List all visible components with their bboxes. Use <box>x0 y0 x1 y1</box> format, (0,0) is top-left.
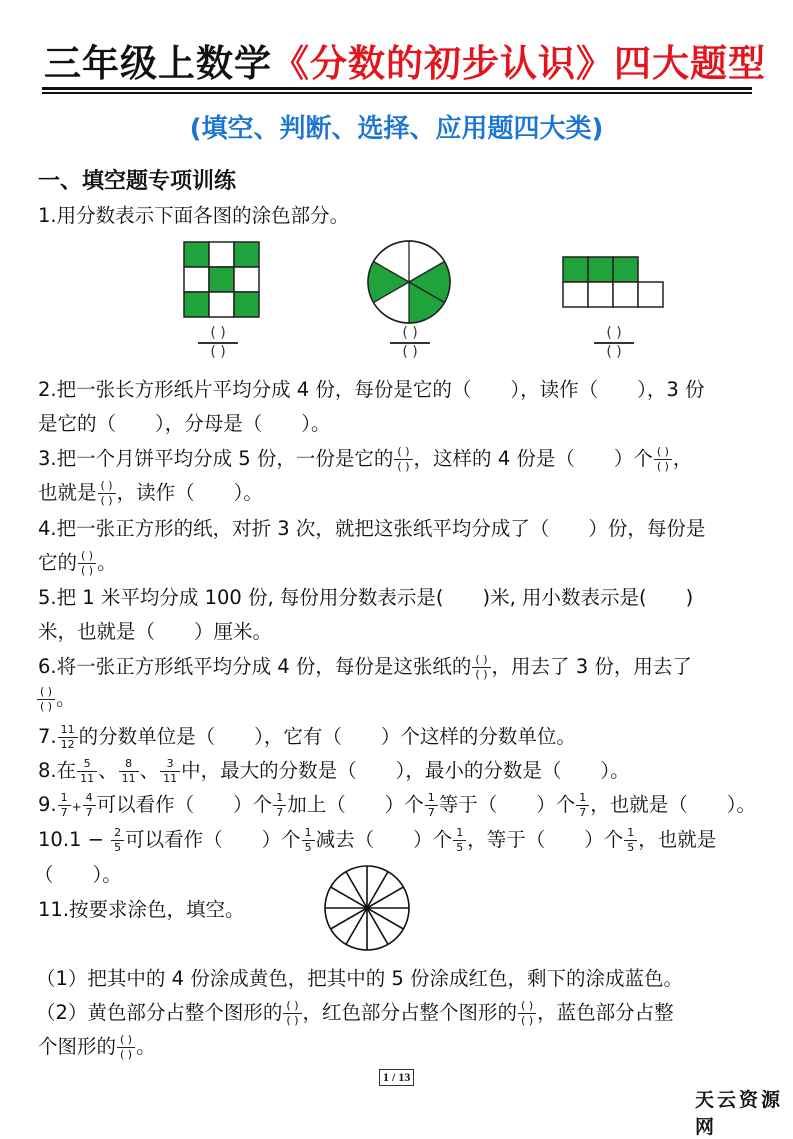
q7-number: 7. <box>38 725 57 748</box>
q3-text: ，读作（ ）。 <box>116 481 263 504</box>
q6-text: ，用去了 3 份，用去了 <box>491 655 692 678</box>
q9-text: ，也就是（ ）。 <box>590 793 756 816</box>
blank-fraction[interactable] <box>518 1000 536 1027</box>
numerator: 1 <box>456 826 464 839</box>
fraction <box>58 792 71 819</box>
numerator: ( ) <box>521 999 534 1012</box>
q10-text: ，也就是 <box>638 828 717 851</box>
numerator: 1 <box>60 791 68 804</box>
blank-fraction[interactable] <box>283 1000 301 1027</box>
title-topic: 《分数的初步认识》四大题型 <box>272 42 766 85</box>
q9-number: 9. <box>38 793 57 816</box>
blank-fraction[interactable] <box>472 654 490 681</box>
fraction <box>273 792 286 819</box>
watermark: 天云资源网 <box>695 1089 784 1138</box>
plus-sign: + <box>71 800 82 814</box>
numerator: 1 <box>427 791 435 804</box>
denominator: 5 <box>304 841 312 854</box>
denominator-blank[interactable]: ( ) <box>606 343 622 360</box>
numerator: 1 <box>276 791 284 804</box>
q11-text: ，红色部分占整个图形的 <box>302 1001 518 1024</box>
q9-text: 等于（ ）个 <box>438 793 576 816</box>
question-2-line-2: 是它的（ ），分母是（ ）。 <box>38 412 331 435</box>
denominator: 5 <box>114 841 122 854</box>
fraction <box>453 827 466 854</box>
question-6-line-1 <box>38 650 692 684</box>
numerator: 1 <box>579 791 587 804</box>
denominator: 7 <box>579 806 587 819</box>
numerator: ( ) <box>40 685 53 698</box>
numerator: ( ) <box>120 1033 133 1046</box>
question-11-part-2-line-2 <box>38 1030 156 1064</box>
denominator: 11 <box>121 772 136 785</box>
question-10-line-2: （ ）。 <box>34 863 122 886</box>
blank-fraction[interactable] <box>394 446 412 473</box>
numerator: 1 <box>304 826 312 839</box>
denominator: ( ) <box>100 494 113 507</box>
numerator-blank[interactable]: ( ) <box>402 325 418 341</box>
q11-text: ，蓝色部分占整 <box>537 1001 674 1024</box>
twelve-part-circle[interactable] <box>322 863 412 953</box>
question-10-line-1 <box>38 823 716 857</box>
q3-text: ， <box>672 447 693 470</box>
denominator-blank[interactable]: ( ) <box>402 343 418 360</box>
fraction <box>83 792 96 819</box>
denominator: ( ) <box>286 1014 299 1027</box>
q3-text: 3.把一个月饼平均分成 5 份，一份是它的 <box>38 447 394 470</box>
title-underline-thin <box>42 92 752 94</box>
fraction <box>624 827 637 854</box>
fraction <box>425 792 438 819</box>
blank-fraction[interactable] <box>37 686 55 713</box>
q9-text: 可以看作（ ）个 <box>96 793 273 816</box>
question-9 <box>38 788 756 824</box>
denominator: 7 <box>85 806 93 819</box>
denominator: ( ) <box>120 1048 133 1061</box>
answer-fraction-3[interactable] <box>594 326 634 360</box>
q7-text: 的分数单位是（ ），它有（ ）个这样的分数单位。 <box>78 725 576 748</box>
numerator: 11 <box>60 723 75 736</box>
denominator: 7 <box>427 806 435 819</box>
question-6-line-2 <box>36 682 76 716</box>
question-7 <box>38 720 576 754</box>
numerator: ( ) <box>100 479 113 492</box>
denominator-blank[interactable]: ( ) <box>210 343 226 360</box>
numerator: 1 <box>627 826 635 839</box>
denominator: ( ) <box>40 700 53 713</box>
question-11: 11.按要求涂色，填空。 <box>38 898 245 921</box>
blank-fraction[interactable] <box>117 1034 135 1061</box>
q6-text: 。 <box>56 687 76 710</box>
question-5-line-2: 米，也就是（ ）厘米。 <box>38 620 273 643</box>
question-2-line-1: 2.把一张长方形纸片平均分成 4 份，每份是它的（ ），读作（ ），3 份 <box>38 378 705 401</box>
fraction <box>576 792 589 819</box>
numerator: ( ) <box>656 445 669 458</box>
denominator: ( ) <box>521 1014 534 1027</box>
question-8 <box>38 754 630 788</box>
q10-text: 减去（ ）个 <box>315 828 453 851</box>
q6-text: 6.将一张正方形纸平均分成 4 份，每份是这张纸的 <box>38 655 472 678</box>
denominator: ( ) <box>397 460 410 473</box>
blank-fraction[interactable] <box>98 480 116 507</box>
denominator: 11 <box>163 772 178 785</box>
question-11-part-2-line-1 <box>36 996 674 1030</box>
q10-text: ，等于（ ）个 <box>467 828 624 851</box>
denominator: ( ) <box>81 564 94 577</box>
question-5-line-1: 5.把 1 米平均分成 100 份, 每份用分数表示是( )米, 用小数表示是( ) <box>38 586 694 609</box>
question-3-line-1 <box>38 442 692 476</box>
q8-text: 中，最大的分数是（ ），最小的分数是（ ）。 <box>181 759 630 782</box>
page-number: 1 / 13 <box>379 1069 414 1086</box>
fraction <box>111 827 124 854</box>
numerator-blank[interactable]: ( ) <box>606 325 622 341</box>
separator: 、 <box>139 759 160 782</box>
question-4-line-2 <box>38 546 117 580</box>
q4-text: 。 <box>97 551 117 574</box>
q11-text: 。 <box>136 1035 156 1058</box>
fraction <box>119 758 139 785</box>
fraction <box>77 758 97 785</box>
numerator: 8 <box>125 757 133 770</box>
question-11-part-1: （1）把其中的 4 份涂成黄色，把其中的 5 份涂成红色，剩下的涂成蓝色。 <box>36 967 684 990</box>
denominator: 5 <box>627 841 635 854</box>
question-4-line-1: 4.把一张正方形的纸，对折 3 次，就把这张纸平均分成了（ ）份，每份是 <box>38 517 706 540</box>
denominator: ( ) <box>656 460 669 473</box>
bar-figure <box>562 256 666 310</box>
fraction <box>302 827 315 854</box>
q11-text: （2）黄色部分占整个图形的 <box>36 1001 283 1024</box>
fraction-11-12 <box>58 724 78 751</box>
title-grade: 三年级上数学 <box>44 42 272 85</box>
numerator: ( ) <box>286 999 299 1012</box>
denominator: 7 <box>60 806 68 819</box>
q11-text: 个图形的 <box>38 1035 117 1058</box>
blank-fraction[interactable] <box>654 446 672 473</box>
separator: 、 <box>98 759 118 782</box>
numerator: ( ) <box>475 653 488 666</box>
blank-fraction[interactable] <box>78 550 96 577</box>
q8-text: 8.在 <box>38 759 77 782</box>
q10-text: 可以看作（ ）个 <box>125 828 301 851</box>
answer-fraction-2[interactable] <box>390 326 430 360</box>
denominator: 7 <box>276 806 284 819</box>
q3-text: 也就是 <box>38 481 97 504</box>
q4-text: 它的 <box>38 551 78 574</box>
document-title <box>44 40 766 88</box>
denominator: 12 <box>60 738 75 751</box>
numerator: ( ) <box>81 549 94 562</box>
question-3-line-2 <box>38 476 263 510</box>
numerator: 3 <box>166 757 174 770</box>
numerator: 4 <box>85 791 93 804</box>
denominator: ( ) <box>475 668 488 681</box>
fraction <box>160 758 180 785</box>
section-heading: 一、填空题专项训练 <box>38 169 237 194</box>
answer-fraction-1[interactable] <box>198 326 238 360</box>
numerator: 5 <box>83 757 91 770</box>
question-1: 1.用分数表示下面各图的涂色部分。 <box>38 204 350 227</box>
numerator: 2 <box>114 826 122 839</box>
denominator: 11 <box>80 772 95 785</box>
q3-text: ，这样的 4 份是（ ）个 <box>413 447 653 470</box>
denominator: 5 <box>456 841 464 854</box>
pie-figure <box>366 239 452 325</box>
numerator: ( ) <box>397 445 410 458</box>
q9-text: 加上（ ）个 <box>287 793 424 816</box>
title-underline-thick <box>42 87 752 90</box>
q10-number: 10.1 − <box>38 828 111 851</box>
grid-figure <box>183 241 261 319</box>
document-subtitle: (填空、判断、选择、应用题四大类) <box>189 114 604 144</box>
numerator-blank[interactable]: ( ) <box>210 325 226 341</box>
